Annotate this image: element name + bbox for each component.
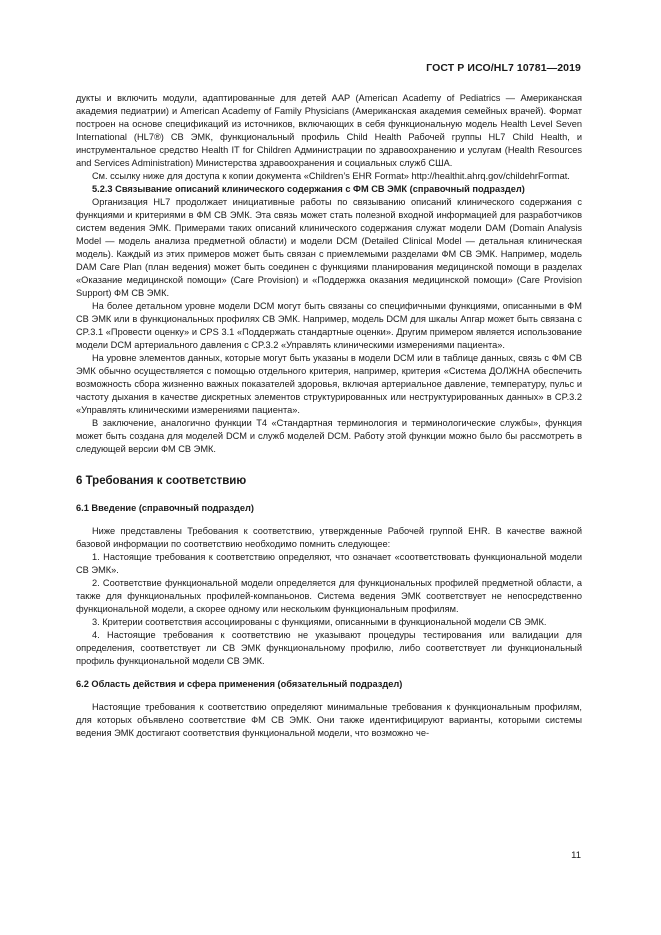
list-item: 1. Настоящие требования к соответствию определяют, что означает «соответствовать функциональной модели СВ ЭМК».	[76, 552, 582, 575]
document-body	[76, 92, 582, 740]
list-item: 4. Настоящие требования к соответствию не указывают процедуры тестирования или валидации для определения, соответствует ли СВ ЭМК функциональному профилю, либо соответствует ли функциональный профиль функциональной модели СВ ЭМК.	[76, 630, 582, 666]
subsection-heading-5-2-3: 5.2.3 Связывание описаний клинического содержания с ФМ СВ ЭМК (справочный подраздел)	[92, 184, 525, 194]
subsection-heading-6-1: 6.1 Введение (справочный подраздел)	[76, 503, 254, 513]
paragraph: дукты и включить модули, адаптированные для детей AAP (American Academy of Pediatrics — Американская академия педиатрии) и American Academy of Family Physicians (Американская академия семейных врачей). Формат построен на основе спецификаций из источников, включающих в себя функциональную модель Health Level Seven International (HL7®) СВ ЭМК, функциональный профиль Child Health Рабочей группы HL7 Child Health, и инструментальное средство Health IT for Children Администрации по здравоохранению и услугам (Health Resources and Services Administration) Министерства здравоохранения и социальных служб США.	[76, 93, 582, 168]
paragraph: На уровне элементов данных, которые могут быть указаны в модели DCM или в таблице данных, связь с ФМ СВ ЭМК обычно осуществляется с помощью отдельного критерия, например, критерия «Система ДОЛЖНА обеспечить возможность сбора жизненно важных показателей здоровья, включая артериальное давление, температуру, пульс и частоту дыхания в качестве дискретных элементов структурированных или неструктурированных данных» в CP.3.2 «Управлять клиническими измерениями пациента».	[76, 353, 582, 415]
paragraph: На более детальном уровне модели DCM могут быть связаны со специфичными функциями, описанными в ФМ СВ ЭМК или в функциональных профилях СВ ЭМК. Например, модель DCM для шкалы Апгар может быть связана с CP.3.1 «Провести оценку» и CPS 3.1 «Поддержать стандартные оценки». Другим примером является использование модели DCM артериального давления с CP.3.2 «Управлять клиническими измерениями пациента».	[76, 301, 582, 350]
paragraph: В заключение, аналогично функции T4 «Стандартная терминология и терминологические службы», функция может быть создана для моделей DCM и служб моделей DCM. Работу этой функции можно было бы рассмотреть в следующей версии ФМ СВ ЭМК.	[76, 418, 582, 454]
standard-designation: ГОСТ Р ИСО/HL7 10781—2019	[426, 62, 581, 74]
subsection-heading-6-2: 6.2 Область действия и сфера применения (обязательный подраздел)	[76, 679, 403, 689]
paragraph: Организация HL7 продолжает инициативные работы по связыванию описаний клинического содержания с функциями и критериями в ФМ СВ ЭМК. Эта связь может стать полезной входной информацией для разработчиков систем ведения ЭМК. Примерами таких описаний клинического содержания служат модели DAM (Domain Analysis Model — модель анализа предметной области) и модели DCM (Detailed Clinical Model — детальная клиническая модель). Каждый из этих примеров может быть связан с приемлемыми разделами ФМ СВ ЭМК. Например, модель DAM Care Plan (план ведения) может быть соединен с функциями планирования медицинской помощи в разделах «Оказание медицинской помощи» (Care Provision) и «Поддержка оказания медицинской помощи» (Care Provision Support) ФМ СВ ЭМК.	[76, 197, 582, 298]
paragraph: Ниже представлены Требования к соответствию, утвержденные Рабочей группой EHR. В качестве важной базовой информации по соответствию необходимо помнить следующее:	[76, 526, 582, 549]
list-item: 3. Критерии соответствия ассоциированы с функциями, описанными в функциональной модели СВ ЭМК.	[92, 617, 547, 627]
paragraph: См. ссылку ниже для доступа к копии документа «Children’s EHR Format» http://healthit.ahrq.gov/childehrFormat.	[92, 171, 570, 181]
paragraph: Настоящие требования к соответствию определяют минимальные требования к функциональным профилям, для которых объявлено соответствие ФМ СВ ЭМК. Они также идентифицируют варианты, которыми системы ведения ЭМК достигают соответствия функциональной модели, что возможно че-	[76, 702, 582, 738]
section-heading-6: 6 Требования к соответствию	[76, 475, 247, 487]
list-item: 2. Соответствие функциональной модели определяется для функциональных профилей предметной области, а также для функциональных профилей-компаньонов. Система ведения ЭМК соответствует не непосредственно функциональной модели, а скорее одному или нескольким функциональным профилям.	[76, 578, 582, 614]
page-number: 11	[571, 850, 581, 861]
